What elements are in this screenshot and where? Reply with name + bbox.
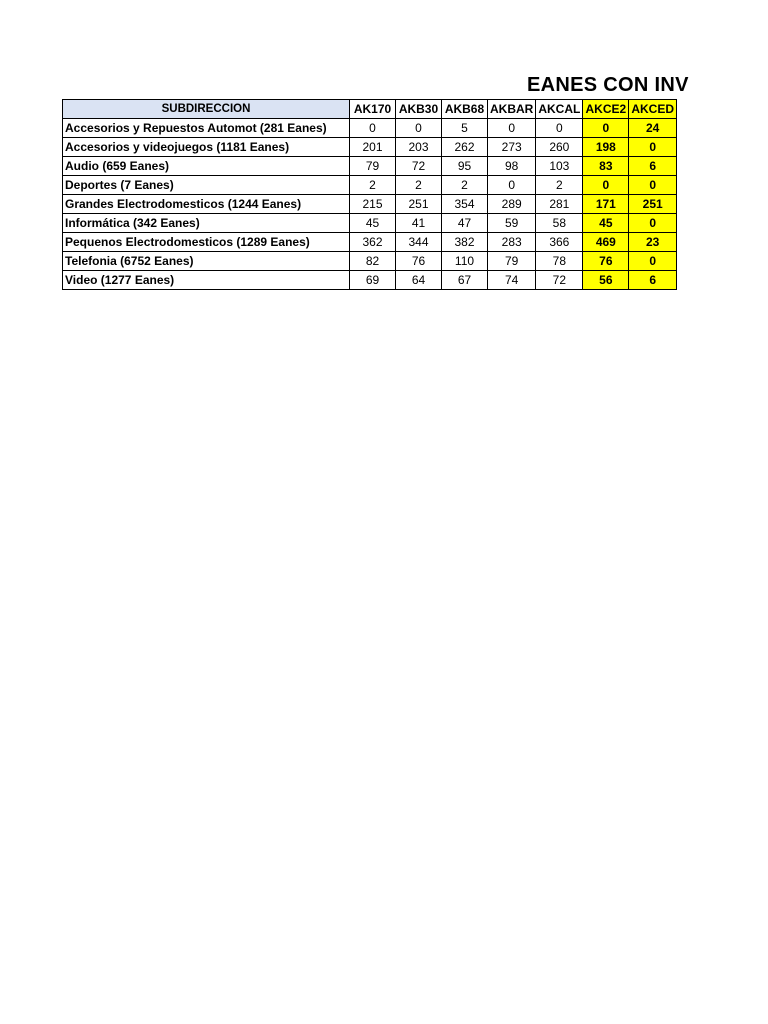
- row-label: Accesorios y Repuestos Automot (281 Eanes): [63, 119, 350, 138]
- cell-akbar: 79: [488, 252, 536, 271]
- cell-akb68: 354: [442, 195, 488, 214]
- cell-akce2: 198: [583, 138, 629, 157]
- cell-akce2: 0: [583, 119, 629, 138]
- cell-akced: 6: [629, 157, 677, 176]
- header-akb68: AKB68: [442, 100, 488, 119]
- row-label: Informática (342 Eanes): [63, 214, 350, 233]
- cell-akb68: 110: [442, 252, 488, 271]
- row-label: Audio (659 Eanes): [63, 157, 350, 176]
- cell-akced: 0: [629, 252, 677, 271]
- table-row: [63, 214, 677, 233]
- table-row: [63, 176, 677, 195]
- cell-ak170: 82: [350, 252, 396, 271]
- header-row: [63, 100, 677, 119]
- cell-akbar: 74: [488, 271, 536, 290]
- row-label: Telefonia (6752 Eanes): [63, 252, 350, 271]
- cell-akcal: 260: [536, 138, 583, 157]
- cell-akce2: 45: [583, 214, 629, 233]
- row-label: Video (1277 Eanes): [63, 271, 350, 290]
- cell-akbar: 289: [488, 195, 536, 214]
- cell-ak170: 215: [350, 195, 396, 214]
- cell-akcal: 72: [536, 271, 583, 290]
- cell-akb68: 47: [442, 214, 488, 233]
- cell-akce2: 469: [583, 233, 629, 252]
- table-body: [63, 119, 677, 290]
- cell-akbar: 59: [488, 214, 536, 233]
- cell-akced: 23: [629, 233, 677, 252]
- table-row: [63, 157, 677, 176]
- cell-akbar: 0: [488, 176, 536, 195]
- header-akced: AKCED: [629, 100, 677, 119]
- cell-akced: 0: [629, 138, 677, 157]
- cell-akcal: 366: [536, 233, 583, 252]
- cell-akb68: 5: [442, 119, 488, 138]
- cell-akbar: 98: [488, 157, 536, 176]
- cell-akbar: 0: [488, 119, 536, 138]
- cell-akcal: 58: [536, 214, 583, 233]
- cell-akcal: 281: [536, 195, 583, 214]
- cell-akb68: 95: [442, 157, 488, 176]
- cell-akcal: 2: [536, 176, 583, 195]
- cell-ak170: 362: [350, 233, 396, 252]
- table-row: [63, 233, 677, 252]
- table-row: [63, 119, 677, 138]
- cell-akced: 24: [629, 119, 677, 138]
- cell-akcal: 103: [536, 157, 583, 176]
- eanes-table: [62, 99, 677, 290]
- cell-akbar: 273: [488, 138, 536, 157]
- cell-akb30: 203: [396, 138, 442, 157]
- cell-akcal: 0: [536, 119, 583, 138]
- cell-akb30: 72: [396, 157, 442, 176]
- row-label: Accesorios y videojuegos (1181 Eanes): [63, 138, 350, 157]
- report-title: EANES CON INV: [527, 74, 689, 96]
- cell-akced: 0: [629, 214, 677, 233]
- table-row: [63, 252, 677, 271]
- header-akce2: AKCE2: [583, 100, 629, 119]
- row-label: Grandes Electrodomesticos (1244 Eanes): [63, 195, 350, 214]
- cell-akb68: 382: [442, 233, 488, 252]
- cell-akb30: 251: [396, 195, 442, 214]
- cell-akce2: 0: [583, 176, 629, 195]
- cell-ak170: 201: [350, 138, 396, 157]
- header-akb30: AKB30: [396, 100, 442, 119]
- cell-akcal: 78: [536, 252, 583, 271]
- header-akcal: AKCAL: [536, 100, 583, 119]
- cell-akb30: 76: [396, 252, 442, 271]
- header-ak170: AK170: [350, 100, 396, 119]
- cell-akbar: 283: [488, 233, 536, 252]
- cell-ak170: 0: [350, 119, 396, 138]
- header-subdireccion: SUBDIRECCION: [63, 100, 350, 119]
- cell-ak170: 69: [350, 271, 396, 290]
- cell-akced: 0: [629, 176, 677, 195]
- cell-akb68: 67: [442, 271, 488, 290]
- row-label: Pequenos Electrodomesticos (1289 Eanes): [63, 233, 350, 252]
- cell-akb30: 344: [396, 233, 442, 252]
- cell-akced: 251: [629, 195, 677, 214]
- cell-ak170: 79: [350, 157, 396, 176]
- table-row: [63, 195, 677, 214]
- header-akbar: AKBAR: [488, 100, 536, 119]
- cell-ak170: 2: [350, 176, 396, 195]
- row-label: Deportes (7 Eanes): [63, 176, 350, 195]
- cell-akb68: 2: [442, 176, 488, 195]
- cell-ak170: 45: [350, 214, 396, 233]
- cell-akb68: 262: [442, 138, 488, 157]
- cell-akce2: 56: [583, 271, 629, 290]
- cell-akce2: 171: [583, 195, 629, 214]
- cell-akb30: 2: [396, 176, 442, 195]
- cell-akb30: 41: [396, 214, 442, 233]
- cell-akce2: 83: [583, 157, 629, 176]
- table-row: [63, 138, 677, 157]
- cell-akb30: 64: [396, 271, 442, 290]
- cell-akce2: 76: [583, 252, 629, 271]
- table-row: [63, 271, 677, 290]
- cell-akced: 6: [629, 271, 677, 290]
- cell-akb30: 0: [396, 119, 442, 138]
